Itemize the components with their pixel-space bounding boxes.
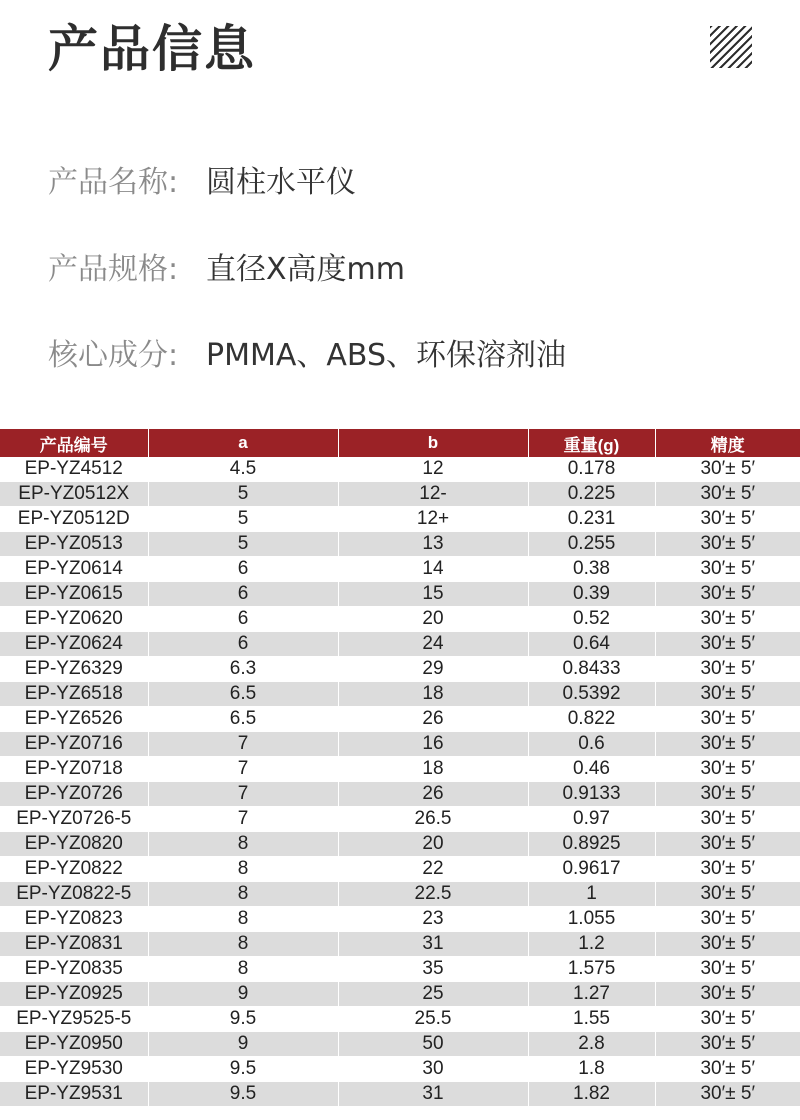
table-cell: 8 xyxy=(148,882,338,907)
info-row-material xyxy=(48,336,566,376)
table-row xyxy=(0,982,800,1007)
table-cell: 30′± 5′ xyxy=(655,507,800,532)
table-cell: 16 xyxy=(338,732,528,757)
table-row xyxy=(0,732,800,757)
table-row xyxy=(0,757,800,782)
table-cell: 30′± 5′ xyxy=(655,1057,800,1082)
table-cell: 20 xyxy=(338,607,528,632)
table-cell: 30′± 5′ xyxy=(655,757,800,782)
table-cell: EP-YZ4512 xyxy=(0,457,148,482)
table-cell: 4.5 xyxy=(148,457,338,482)
table-cell: 0.46 xyxy=(528,757,655,782)
table-cell: 1 xyxy=(528,882,655,907)
table-cell: 1.55 xyxy=(528,1007,655,1032)
table-cell: 0.5392 xyxy=(528,682,655,707)
table-cell: 0.8433 xyxy=(528,657,655,682)
table-cell: 6 xyxy=(148,582,338,607)
table-cell: 9 xyxy=(148,982,338,1007)
info-row-name xyxy=(48,163,356,203)
table-cell: 15 xyxy=(338,582,528,607)
table-cell: EP-YZ9530 xyxy=(0,1057,148,1082)
table-cell: 1.82 xyxy=(528,1082,655,1107)
table-cell: 30′± 5′ xyxy=(655,457,800,482)
table-row xyxy=(0,682,800,707)
table-cell: 50 xyxy=(338,1032,528,1057)
table-row xyxy=(0,1007,800,1032)
table-cell: 30′± 5′ xyxy=(655,832,800,857)
table-cell: 6 xyxy=(148,557,338,582)
table-cell: 9.5 xyxy=(148,1082,338,1107)
table-cell: 13 xyxy=(338,532,528,557)
table-cell: EP-YZ0624 xyxy=(0,632,148,657)
table-cell: 26 xyxy=(338,707,528,732)
table-cell: 18 xyxy=(338,682,528,707)
table-cell: EP-YZ0614 xyxy=(0,557,148,582)
table-cell: EP-YZ0718 xyxy=(0,757,148,782)
spec-table xyxy=(0,429,800,1107)
table-cell: 9.5 xyxy=(148,1007,338,1032)
table-row xyxy=(0,557,800,582)
table-cell: 30′± 5′ xyxy=(655,607,800,632)
table-cell: 30′± 5′ xyxy=(655,1007,800,1032)
table-cell: EP-YZ0726-5 xyxy=(0,807,148,832)
table-cell: 0.8925 xyxy=(528,832,655,857)
table-cell: 5 xyxy=(148,507,338,532)
table-cell: EP-YZ0716 xyxy=(0,732,148,757)
table-row xyxy=(0,882,800,907)
table-cell: 8 xyxy=(148,907,338,932)
table-cell: 1.055 xyxy=(528,907,655,932)
table-cell: 31 xyxy=(338,1082,528,1107)
table-cell: 30′± 5′ xyxy=(655,1032,800,1057)
table-cell: 30′± 5′ xyxy=(655,732,800,757)
table-cell: 0.231 xyxy=(528,507,655,532)
table-cell: 1.2 xyxy=(528,932,655,957)
table-cell: EP-YZ0513 xyxy=(0,532,148,557)
table-cell: 9 xyxy=(148,1032,338,1057)
table-cell: 7 xyxy=(148,807,338,832)
table-cell: 2.8 xyxy=(528,1032,655,1057)
table-cell: 30′± 5′ xyxy=(655,682,800,707)
table-cell: 1.8 xyxy=(528,1057,655,1082)
table-cell: 0.178 xyxy=(528,457,655,482)
table-cell: 0.64 xyxy=(528,632,655,657)
table-cell: EP-YZ6329 xyxy=(0,657,148,682)
table-cell: EP-YZ0726 xyxy=(0,782,148,807)
table-cell: 30′± 5′ xyxy=(655,857,800,882)
table-cell: 1.27 xyxy=(528,982,655,1007)
table-cell: 25 xyxy=(338,982,528,1007)
table-cell: EP-YZ0823 xyxy=(0,907,148,932)
table-cell: 6 xyxy=(148,632,338,657)
table-cell: 7 xyxy=(148,732,338,757)
table-cell: 30′± 5′ xyxy=(655,957,800,982)
table-row xyxy=(0,1082,800,1107)
table-cell: 30′± 5′ xyxy=(655,982,800,1007)
table-cell: 30′± 5′ xyxy=(655,532,800,557)
table-row xyxy=(0,932,800,957)
table-cell: 6.5 xyxy=(148,707,338,732)
table-cell: 30′± 5′ xyxy=(655,882,800,907)
table-row xyxy=(0,482,800,507)
table-cell: EP-YZ6526 xyxy=(0,707,148,732)
page-title: 产品信息 xyxy=(48,20,256,78)
table-cell: 18 xyxy=(338,757,528,782)
table-cell: 0.39 xyxy=(528,582,655,607)
table-cell: 30′± 5′ xyxy=(655,807,800,832)
info-value: PMMA、ABS、环保溶剂油 xyxy=(206,338,566,373)
table-row xyxy=(0,532,800,557)
table-cell: 8 xyxy=(148,957,338,982)
table-row xyxy=(0,457,800,482)
table-body xyxy=(0,457,800,1107)
table-row xyxy=(0,807,800,832)
table-row xyxy=(0,632,800,657)
table-cell: 25.5 xyxy=(338,1007,528,1032)
table-row xyxy=(0,1032,800,1057)
table-row xyxy=(0,782,800,807)
table-cell: 5 xyxy=(148,482,338,507)
table-cell: EP-YZ9531 xyxy=(0,1082,148,1107)
table-row xyxy=(0,1057,800,1082)
table-cell: 1.575 xyxy=(528,957,655,982)
info-label: 产品规格: xyxy=(48,252,179,287)
column-header: b xyxy=(338,429,528,457)
table-cell: 8 xyxy=(148,857,338,882)
table-cell: 0.822 xyxy=(528,707,655,732)
table-cell: 12 xyxy=(338,457,528,482)
table-row xyxy=(0,857,800,882)
hatch-pattern-icon xyxy=(710,26,752,68)
table-cell: 30′± 5′ xyxy=(655,707,800,732)
table-cell: EP-YZ0831 xyxy=(0,932,148,957)
table-cell: 30′± 5′ xyxy=(655,482,800,507)
table-cell: 30′± 5′ xyxy=(655,907,800,932)
table-row xyxy=(0,707,800,732)
table-row xyxy=(0,907,800,932)
table-cell: 30′± 5′ xyxy=(655,782,800,807)
info-label: 核心成分: xyxy=(48,338,179,373)
table-cell: 22.5 xyxy=(338,882,528,907)
table-row xyxy=(0,507,800,532)
table-cell: 7 xyxy=(148,757,338,782)
table-cell: 12+ xyxy=(338,507,528,532)
table-cell: 0.52 xyxy=(528,607,655,632)
table-cell: 0.225 xyxy=(528,482,655,507)
table-cell: EP-YZ0835 xyxy=(0,957,148,982)
table-cell: 29 xyxy=(338,657,528,682)
table-cell: 12- xyxy=(338,482,528,507)
table-cell: 20 xyxy=(338,832,528,857)
table-cell: 6 xyxy=(148,607,338,632)
table-cell: 8 xyxy=(148,932,338,957)
table-header-row xyxy=(0,429,800,457)
table-cell: 26 xyxy=(338,782,528,807)
table-cell: EP-YZ0512D xyxy=(0,507,148,532)
table-cell: EP-YZ0512X xyxy=(0,482,148,507)
table-cell: 30′± 5′ xyxy=(655,657,800,682)
table-cell: 35 xyxy=(338,957,528,982)
info-value: 直径X高度mm xyxy=(206,252,405,287)
table-cell: EP-YZ0820 xyxy=(0,832,148,857)
table-cell: 0.255 xyxy=(528,532,655,557)
table-cell: 6.5 xyxy=(148,682,338,707)
table-cell: 6.3 xyxy=(148,657,338,682)
column-header: a xyxy=(148,429,338,457)
table-cell: 0.9617 xyxy=(528,857,655,882)
table-cell: 0.97 xyxy=(528,807,655,832)
table-cell: 5 xyxy=(148,532,338,557)
table-cell: 30 xyxy=(338,1057,528,1082)
table-cell: 30′± 5′ xyxy=(655,632,800,657)
table-cell: EP-YZ0950 xyxy=(0,1032,148,1057)
table-cell: 30′± 5′ xyxy=(655,582,800,607)
table-row xyxy=(0,657,800,682)
table-row xyxy=(0,607,800,632)
table-cell: 30′± 5′ xyxy=(655,932,800,957)
column-header: 精度 xyxy=(655,429,800,457)
table-cell: 0.6 xyxy=(528,732,655,757)
table-cell: EP-YZ0822-5 xyxy=(0,882,148,907)
table-cell: 0.38 xyxy=(528,557,655,582)
info-value: 圆柱水平仪 xyxy=(206,165,356,200)
table-cell: 7 xyxy=(148,782,338,807)
table-cell: EP-YZ0615 xyxy=(0,582,148,607)
table-cell: 14 xyxy=(338,557,528,582)
table-row xyxy=(0,832,800,857)
table-cell: 24 xyxy=(338,632,528,657)
table-cell: EP-YZ0925 xyxy=(0,982,148,1007)
table-cell: 26.5 xyxy=(338,807,528,832)
table-row xyxy=(0,582,800,607)
table-cell: EP-YZ6518 xyxy=(0,682,148,707)
table-cell: 0.9133 xyxy=(528,782,655,807)
table-cell: 30′± 5′ xyxy=(655,1082,800,1107)
column-header: 产品编号 xyxy=(0,429,148,457)
table-cell: 8 xyxy=(148,832,338,857)
table-cell: EP-YZ0822 xyxy=(0,857,148,882)
table-cell: 30′± 5′ xyxy=(655,557,800,582)
table-cell: 31 xyxy=(338,932,528,957)
table-row xyxy=(0,957,800,982)
table-cell: 23 xyxy=(338,907,528,932)
column-header: 重量(g) xyxy=(528,429,655,457)
table-cell: 22 xyxy=(338,857,528,882)
table-cell: EP-YZ9525-5 xyxy=(0,1007,148,1032)
info-row-spec xyxy=(48,250,405,290)
table-cell: EP-YZ0620 xyxy=(0,607,148,632)
table-cell: 9.5 xyxy=(148,1057,338,1082)
info-label: 产品名称: xyxy=(48,165,179,200)
